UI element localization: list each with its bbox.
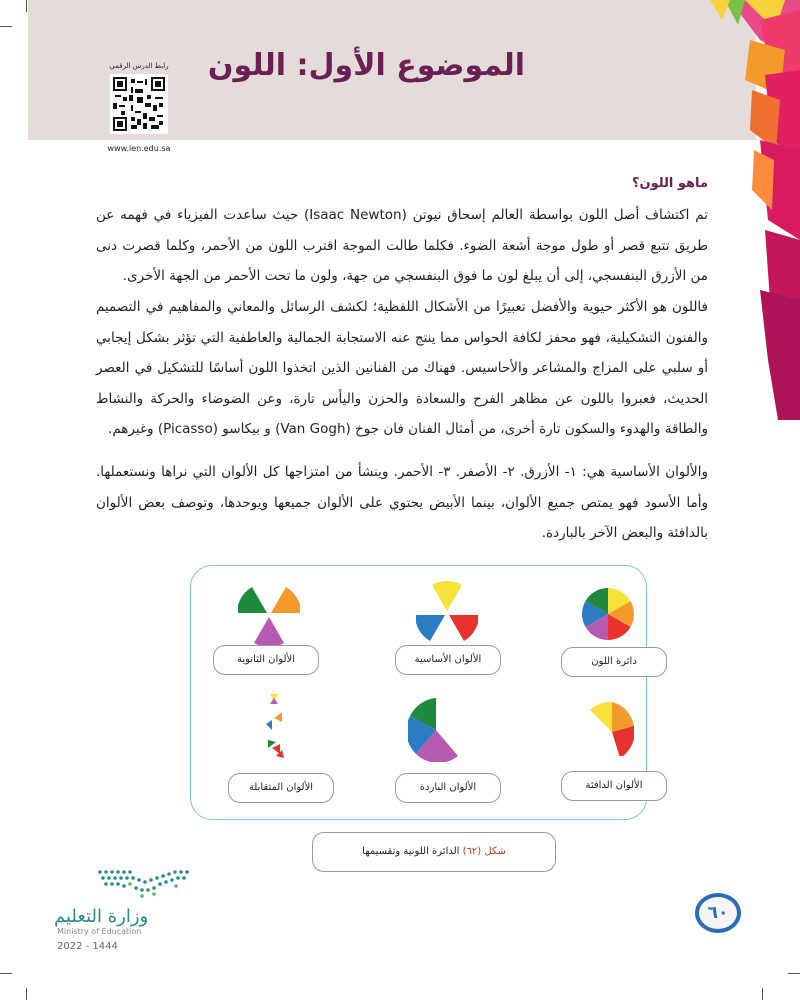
crop-mark: [0, 973, 12, 974]
qr-code[interactable]: [110, 74, 168, 134]
secondary-colors-icon: [238, 585, 300, 645]
color-wheel-icon: [580, 586, 636, 642]
primary-colors-icon: [416, 578, 478, 644]
page-number: ٦٠: [695, 893, 741, 933]
label-complementary-colors: الألوان المتقابلة: [228, 773, 334, 803]
paragraph-3: والألوان الأساسية هي: ١- الأزرق. ٢- الأصفر. ٣- الأحمر. وينشأ من امتزاجها كل الألوان التي نراها ونستعملها. وأما الأسود فهو يمتص جميع الألوان، بينما الأبيض يحتوي على الألوان جميعها ويوحدها، وتوصف بعض الألوان بالدافئة والبعض الآخر بالباردة.: [96, 464, 708, 541]
crop-mark: [26, 0, 27, 12]
crop-mark: [788, 973, 800, 974]
crop-mark: [0, 26, 12, 27]
crop-mark: [762, 988, 763, 1000]
page-title: الموضوع الأول: اللون: [207, 48, 525, 83]
ministry-logo-icon: [96, 866, 192, 902]
cool-colors-icon: [408, 698, 464, 762]
section-heading: ماهو اللون؟: [631, 176, 708, 191]
paragraph-1: تم اكتشاف أصل اللون بواسطة العالم إسحاق نيوتن (Isaac Newton) حيث ساعدت الفيزياء في فهمه عن طريق تتبع قصر أو طول موجة أشعة الضوء. فكلما طالت الموجة اقترب اللون من الأحمر، وكلما قصرت دنى من الأزرق البنفسجي، إلى أن يبلغ لون ما فوق البنفسجي من جهة، ولون ما تحت الأحمر من الجهة الأخرى.: [96, 207, 708, 284]
label-primary-colors: الألوان الأساسية: [395, 645, 501, 675]
qr-label: رابط الدرس الرقمي: [109, 62, 169, 70]
edition-year: 2022 - 1444: [57, 941, 118, 952]
qr-code-icon: [113, 77, 165, 131]
warm-colors-icon: [590, 700, 634, 756]
label-color-wheel: دائرة اللون: [561, 647, 667, 677]
label-cool-colors: الألوان الباردة: [395, 773, 501, 803]
ministry-name-arabic: وزارة التعليم: [54, 906, 149, 927]
ministry-name-english: Ministry of Education: [57, 927, 142, 936]
figure-caption: [312, 832, 556, 872]
website-url[interactable]: www.ien.edu.sa: [107, 144, 171, 153]
label-warm-colors: الألوان الدافئة: [561, 771, 667, 801]
crop-mark: [26, 988, 27, 1000]
complementary-colors-icon: [258, 692, 292, 772]
label-secondary-colors: الألوان الثانوية: [213, 645, 319, 675]
figure-caption-text: الدائرة اللونية وتقسيمها: [362, 846, 460, 857]
paragraph-2: فاللون هو الأكثر حيوية والأفضل تعبيرًا من الأشكال اللفظية؛ لكشف الرسائل والمعاني والمفاهيم في التصميم والفنون التشكيلية، فهو محفز لكافة الحواس مما ينتج عنه الاستجابة الجمالية والعاطفية التي تؤثر بشكل إيجابي أو سلبي على المزاج والمشاعر والأحاسيس. فهناك من الفنانين الذين اتخذوا اللون أساسًا للتشكيل في العصر الحديث، فعبروا باللون عن مظاهر الفرح والسعادة والحزن واليأس تارة، وعن الضوضاء والحركة والنشاط والطاقة والهدوء والسكون تارة أخرى، من أمثال الفنان فان جوخ (Van Gogh) و بيكاسو (Picasso) وغيرهم.: [96, 299, 708, 437]
figure-number: شكل (٦٢): [462, 846, 506, 857]
